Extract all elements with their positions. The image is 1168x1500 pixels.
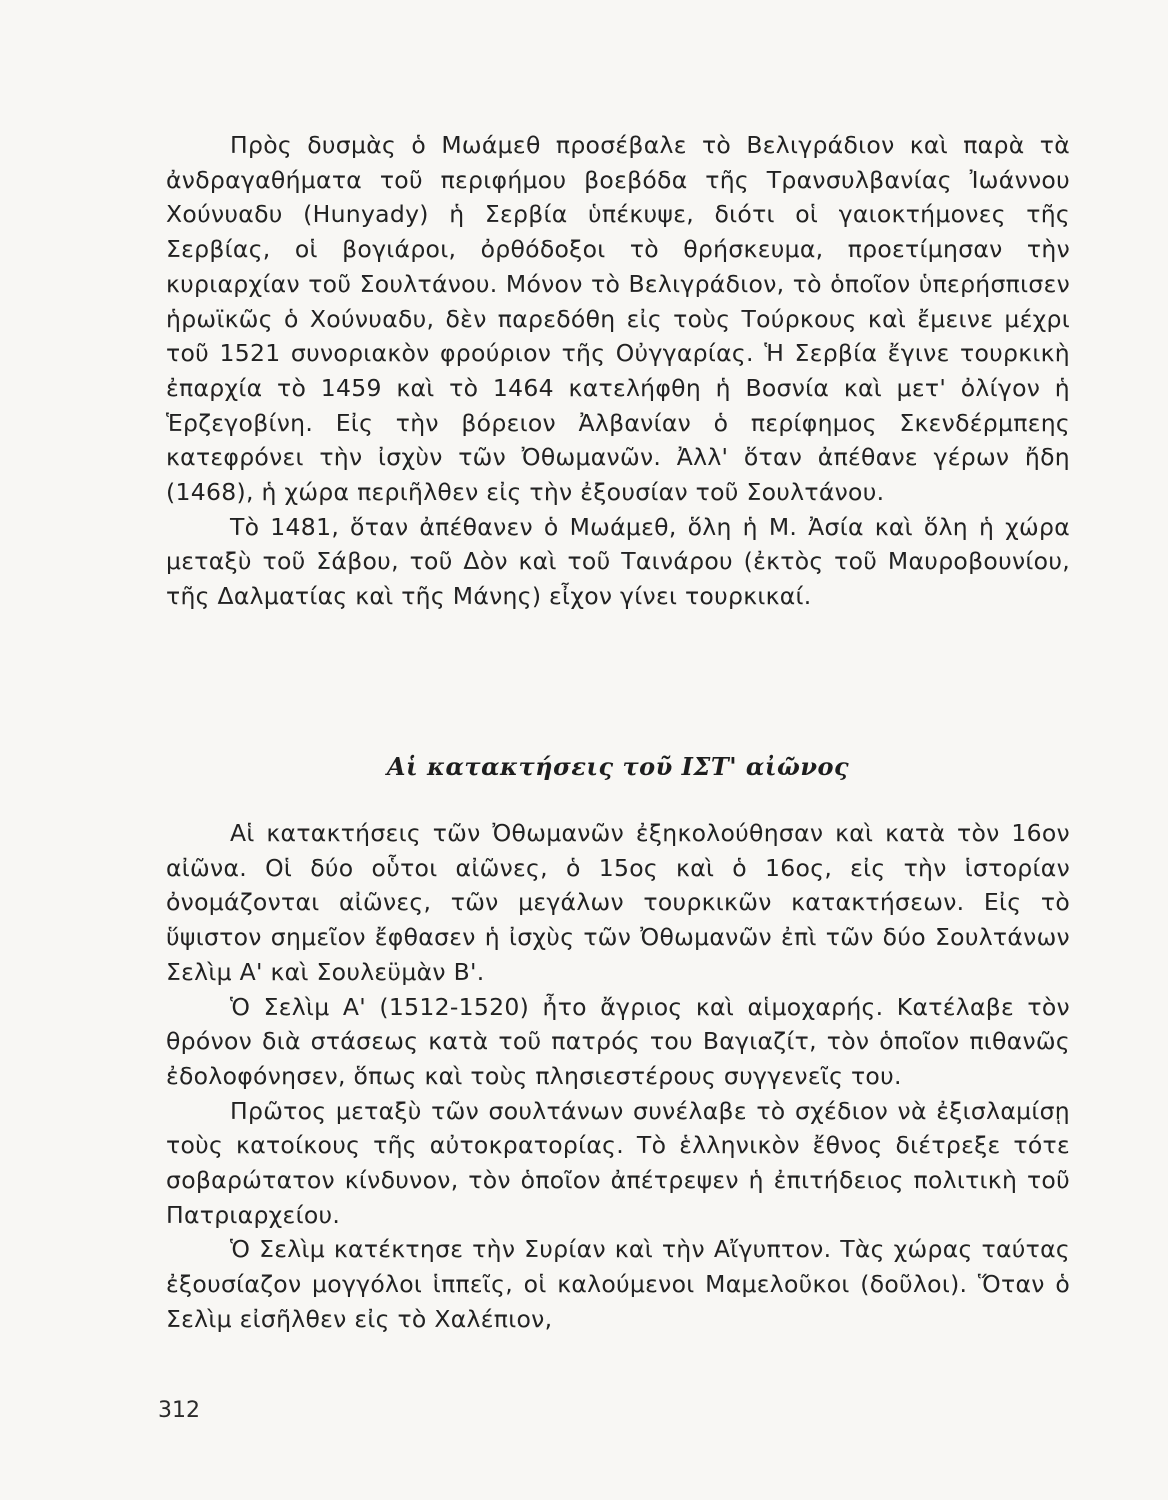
paragraph: Ὁ Σελὶμ Α' (1512-1520) ἦτο ἄγριος καὶ αἱμοχαρής. Κατέλαβε τὸν θρόνον διὰ στάσεως κατὰ τοῦ πατρός του Βαγιαζίτ, τὸν ὁποῖον πιθανῶς ἐδολοφόνησεν, ὅπως καὶ τοὺς πλησιεστέρους συγγενεῖς του. bbox=[166, 992, 1070, 1090]
page-number: 312 bbox=[158, 1398, 200, 1423]
body-text-top bbox=[166, 128, 1070, 614]
paragraph: Αἱ κατακτήσεις τῶν Ὀθωμανῶν ἐξηκολούθησαν καὶ κατὰ τὸν 16ον αἰῶνα. Οἱ δύο οὗτοι αἰῶνες, ὁ 15ος καὶ ὁ 16ος, εἰς τὴν ἱστορίαν ὀνομάζονται αἰῶνες, τῶν μεγάλων τουρκικῶν κατακτήσεων. Εἰς τὸ ὕψιστον σημεῖον ἔφθασεν ἡ ἰσχὺς τῶν Ὀθωμανῶν ἐπὶ τῶν δύο Σουλτάνων Σελὶμ Α' καὶ Σουλεϋμὰν Β'. bbox=[166, 819, 1070, 986]
section-heading: Αἱ κατακτήσεις τοῦ ΙΣΤ' αἰῶνος bbox=[386, 752, 850, 781]
paragraph: Τὸ 1481, ὅταν ἀπέθανεν ὁ Μωάμεθ, ὅλη ἡ Μ. Ἀσία καὶ ὅλη ἡ χώρα μεταξὺ τοῦ Σάβου, τοῦ Δὸν καὶ τοῦ Ταινάρου (ἐκτὸς τοῦ Μαυροβουνίου, τῆς Δαλματίας καὶ τῆς Μάνης) εἶχον γίνει τουρκικαί. bbox=[166, 512, 1070, 611]
body-text-bottom bbox=[166, 816, 1070, 1337]
paragraph: Ὁ Σελὶμ κατέκτησε τὴν Συρίαν καὶ τὴν Αἴγυπτον. Τὰς χώρας ταύτας ἐξουσίαζον μογγόλοι ἱππεῖς, οἱ καλούμενοι Μαμελοῦκοι (δοῦλοι). Ὅταν ὁ Σελὶμ εἰσῆλθεν εἰς τὸ Χαλέπιον, bbox=[166, 1235, 1070, 1333]
paragraph: Πρῶτος μεταξὺ τῶν σουλτάνων συνέλαβε τὸ σχέδιον νὰ ἐξισλαμίσῃ τοὺς κατοίκους τῆς αὐτοκρατορίας. Τὸ ἑλληνικὸν ἔθνος διέτρεξε τότε σοβαρώτατον κίνδυνον, τὸν ὁποῖον ἀπέτρεψεν ἡ ἐπιτήδειος πολιτικὴ τοῦ Πατριαρχείου. bbox=[166, 1096, 1070, 1229]
paragraph: Πρὸς δυσμὰς ὁ Μωάμεθ προσέβαλε τὸ Βελιγράδιον καὶ παρὰ τὰ ἀνδραγαθήματα τοῦ περιφήμου βοεβόδα τῆς Τρανσυλβανίας Ἰωάννου Χούνυαδυ (Hunyady) ἡ Σερβία ὑπέκυψε, διότι οἱ γαιοκτήμονες τῆς Σερβίας, οἱ βογιάροι, ὀρθόδοξοι τὸ θρήσκευμα, προετίμησαν τὴν κυριαρχίαν τοῦ Σουλτάνου. Μόνον τὸ Βελιγράδιον, τὸ ὁποῖον ὑπερήσπισεν ἡρωϊκῶς ὁ Χούνυαδυ, δὲν παρεδόθη εἰς τοὺς Τούρκους καὶ ἔμεινε μέχρι τοῦ 1521 συνοριακὸν φρούριον τῆς Οὐγγαρίας. Ἡ Σερβία ἔγινε τουρκικὴ ἐπαρχία τὸ 1459 καὶ τὸ 1464 κατελήφθη ἡ Βοσνία καὶ μετ' ὀλίγον ἡ Ἑρζεγοβίνη. Εἰς τὴν βόρειον Ἀλβανίαν ὁ περίφημος Σκενδέρμπεης κατεφρόνει τὴν ἰσχὺν τῶν Ὀθωμανῶν. Ἀλλ' ὅταν ἀπέθανε γέρων ἤδη (1468), ἡ χώρα περιῆλθεν εἰς τὴν ἐξουσίαν τοῦ Σουλτάνου. bbox=[166, 131, 1070, 507]
